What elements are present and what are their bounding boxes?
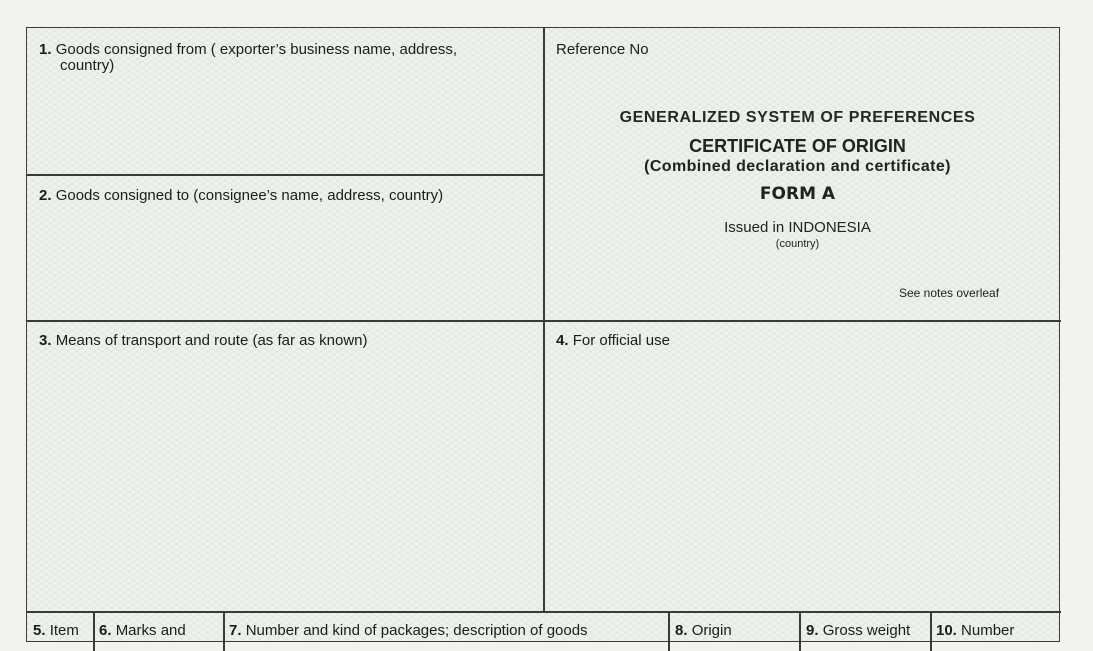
combined-subtitle: (Combined declaration and certificate) [644, 158, 951, 175]
column-5-number: 5. [33, 623, 46, 639]
box4-official-use[interactable] [556, 333, 1051, 349]
column-10-label: Number [961, 623, 1015, 639]
see-notes-overleaf: See notes overleaf [899, 286, 1000, 300]
column-6-label: Marks and [115, 623, 186, 639]
column-6-marks [99, 623, 221, 639]
col-divider-5 [930, 611, 932, 651]
reference-number-field[interactable] [556, 42, 649, 58]
box1-number: 1. [39, 41, 52, 58]
column-7-label: Number and kind of packages; description of goods [245, 623, 588, 639]
certificate-title: CERTIFICATE OF ORIGIN [689, 136, 906, 156]
column-10-number-label: 10. [936, 623, 957, 639]
divider-box1-box2 [27, 174, 543, 176]
col-divider-4 [799, 611, 801, 651]
country-caption: (country) [775, 238, 820, 250]
certificate-header [544, 109, 1051, 250]
box1-label-cont: country) [60, 57, 115, 74]
column-5-item [33, 623, 91, 639]
box1-label: Goods consigned from ( exporter’s business name, address, [55, 41, 458, 58]
form-a-title: FORM A [759, 184, 836, 204]
col-divider-2 [223, 611, 225, 651]
box2-number: 2. [39, 187, 52, 204]
column-6-number: 6. [99, 623, 112, 639]
col-divider-3 [668, 611, 670, 651]
box2-goods-consigned-to[interactable] [39, 188, 534, 204]
issued-in: Issued in INDONESIA [724, 219, 871, 236]
reference-label: Reference No [556, 41, 649, 58]
divider-upper-lower [27, 320, 1061, 322]
column-9-number: 9. [806, 623, 819, 639]
divider-columns [27, 611, 1061, 613]
col-divider-1 [93, 611, 95, 651]
column-8-origin [675, 623, 797, 639]
box4-number: 4. [556, 332, 569, 349]
box3-means-of-transport[interactable] [39, 333, 534, 349]
box1-goods-consigned-from[interactable] [39, 42, 534, 74]
column-10-number [936, 623, 1058, 639]
box2-label: Goods consigned to (consignee’s name, address, country) [55, 187, 444, 204]
box4-label: For official use [572, 332, 670, 349]
column-9-gross-weight [806, 623, 928, 639]
certificate-form [26, 27, 1060, 642]
column-8-number: 8. [675, 623, 688, 639]
column-8-label: Origin [691, 623, 732, 639]
gsp-title: GENERALIZED SYSTEM OF PREFERENCES [619, 109, 976, 126]
box3-label: Means of transport and route (as far as known) [55, 332, 368, 349]
column-9-label: Gross weight [822, 623, 911, 639]
column-7-number: 7. [229, 623, 242, 639]
box3-number: 3. [39, 332, 52, 349]
column-5-label: Item [49, 623, 79, 639]
column-7-description [229, 623, 666, 639]
